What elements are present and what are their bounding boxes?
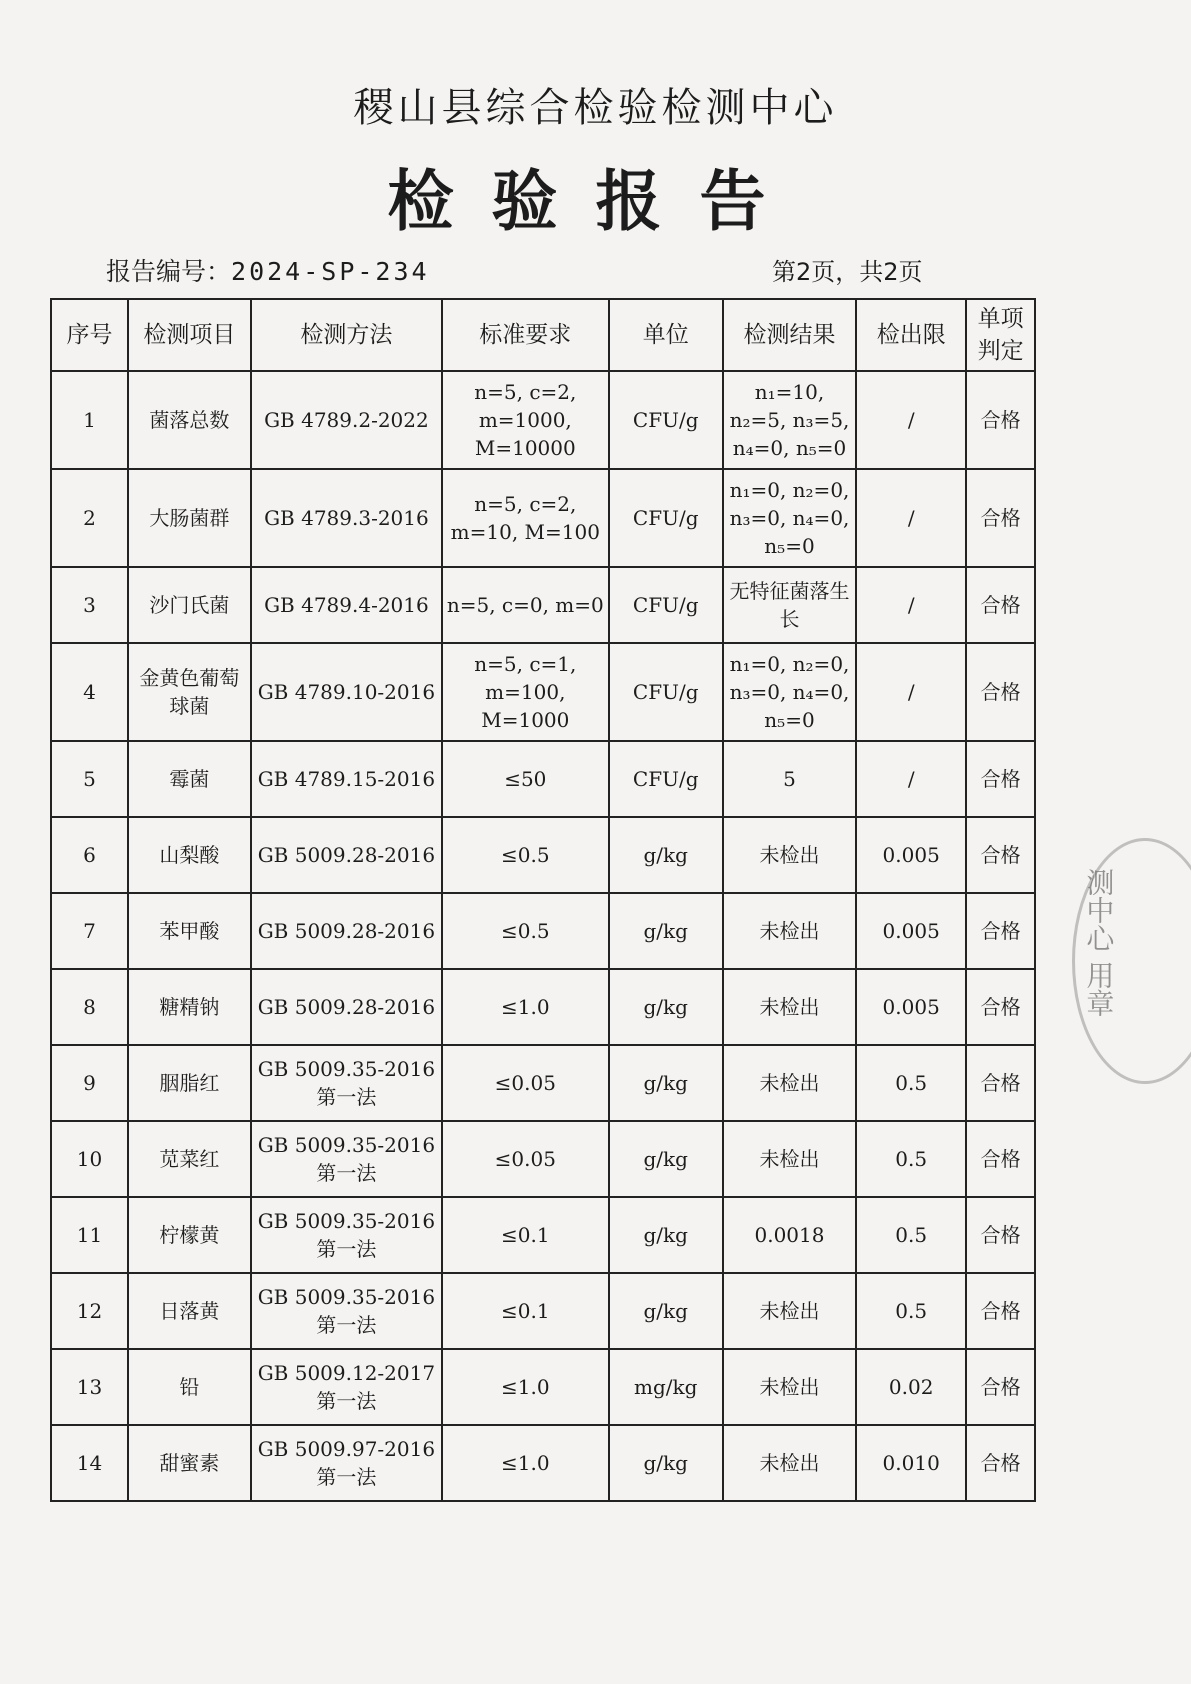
report-title: 检验报告 [387,163,804,240]
col-header-method: 检测方法 [251,299,442,371]
cell-unit: CFU/g [609,643,723,741]
cell-judge: 合格 [966,1273,1035,1349]
table-row [51,893,1035,969]
col-header-unit: 单位 [609,299,723,371]
cell-limit: 0.02 [856,1349,966,1425]
cell-item: 胭脂红 [128,1045,251,1121]
cell-result: 未检出 [723,1273,856,1349]
table-row [51,1273,1035,1349]
cell-result: 未检出 [723,817,856,893]
cell-judge: 合格 [966,969,1035,1045]
cell-method: GB 5009.12-2017 第一法 [251,1349,442,1425]
cell-standard: n=5, c=2, m=1000, M=10000 [442,371,608,469]
cell-limit: 0.010 [856,1425,966,1501]
cell-item: 大肠菌群 [128,469,251,567]
table-row [51,1121,1035,1197]
col-header-result: 检测结果 [723,299,856,371]
report-number-value: 2024-SP-234 [231,257,430,286]
cell-standard: ≤0.5 [442,817,608,893]
cell-judge: 合格 [966,893,1035,969]
cell-standard: ≤0.1 [442,1197,608,1273]
cell-standard: ≤0.05 [442,1121,608,1197]
cell-standard: n=5, c=0, m=0 [442,567,608,643]
cell-limit: 0.005 [856,817,966,893]
cell-judge: 合格 [966,469,1035,567]
table-row [51,741,1035,817]
table-row [51,371,1035,469]
table-row [51,469,1035,567]
cell-result: 未检出 [723,969,856,1045]
cell-method: GB 4789.2-2022 [251,371,442,469]
col-header-standard: 标准要求 [442,299,608,371]
cell-item: 沙门氏菌 [128,567,251,643]
cell-method: GB 5009.35-2016 第一法 [251,1197,442,1273]
cell-method: GB 5009.97-2016 第一法 [251,1425,442,1501]
cell-standard: ≤50 [442,741,608,817]
cell-seq: 3 [51,567,128,643]
cell-method: GB 5009.28-2016 [251,969,442,1045]
cell-item: 糖精钠 [128,969,251,1045]
cell-standard: n=5, c=1, m=100, M=1000 [442,643,608,741]
cell-unit: g/kg [609,1197,723,1273]
cell-result: 未检出 [723,1349,856,1425]
cell-limit: / [856,469,966,567]
cell-result: 未检出 [723,1425,856,1501]
cell-limit: / [856,567,966,643]
table-row [51,567,1035,643]
cell-result: n₁=0, n₂=0, n₃=0, n₄=0, n₅=0 [723,643,856,741]
cell-limit: 0.005 [856,969,966,1045]
cell-seq: 12 [51,1273,128,1349]
cell-result: n₁=10, n₂=5, n₃=5, n₄=0, n₅=0 [723,371,856,469]
cell-limit: / [856,371,966,469]
official-seal-text: 测中心 用章 [1082,868,1116,1017]
cell-limit: 0.5 [856,1273,966,1349]
cell-method: GB 4789.15-2016 [251,741,442,817]
cell-seq: 9 [51,1045,128,1121]
cell-unit: CFU/g [609,469,723,567]
cell-result: n₁=0, n₂=0, n₃=0, n₄=0, n₅=0 [723,469,856,567]
cell-method: GB 5009.28-2016 [251,817,442,893]
cell-limit: / [856,741,966,817]
cell-judge: 合格 [966,1121,1035,1197]
cell-method: GB 4789.10-2016 [251,643,442,741]
cell-seq: 11 [51,1197,128,1273]
cell-seq: 1 [51,371,128,469]
cell-result: 未检出 [723,1045,856,1121]
cell-item: 苋菜红 [128,1121,251,1197]
cell-unit: g/kg [609,1425,723,1501]
cell-result: 5 [723,741,856,817]
cell-method: GB 5009.35-2016 第一法 [251,1121,442,1197]
cell-item: 日落黄 [128,1273,251,1349]
col-header-judge: 单项判定 [966,299,1035,371]
cell-standard: ≤0.5 [442,893,608,969]
col-header-seq: 序号 [51,299,128,371]
cell-judge: 合格 [966,1045,1035,1121]
cell-limit: / [856,643,966,741]
cell-standard: ≤0.05 [442,1045,608,1121]
cell-seq: 14 [51,1425,128,1501]
cell-standard: ≤0.1 [442,1273,608,1349]
cell-standard: ≤1.0 [442,969,608,1045]
cell-judge: 合格 [966,1425,1035,1501]
cell-result: 未检出 [723,1121,856,1197]
organization-name: 稷山县综合检验检测中心 [353,85,838,131]
table-row [51,1197,1035,1273]
cell-limit: 0.5 [856,1045,966,1121]
cell-judge: 合格 [966,567,1035,643]
cell-judge: 合格 [966,371,1035,469]
cell-unit: g/kg [609,1045,723,1121]
cell-unit: g/kg [609,969,723,1045]
cell-seq: 2 [51,469,128,567]
table-row [51,1425,1035,1501]
cell-judge: 合格 [966,741,1035,817]
report-number-label: 报告编号： [106,257,232,286]
cell-judge: 合格 [966,1349,1035,1425]
cell-method: GB 5009.28-2016 [251,893,442,969]
cell-limit: 0.5 [856,1197,966,1273]
cell-judge: 合格 [966,643,1035,741]
cell-judge: 合格 [966,1197,1035,1273]
cell-standard: ≤1.0 [442,1425,608,1501]
cell-result: 0.0018 [723,1197,856,1273]
cell-item: 山梨酸 [128,817,251,893]
cell-method: GB 4789.4-2016 [251,567,442,643]
cell-limit: 0.5 [856,1121,966,1197]
cell-result: 未检出 [723,893,856,969]
cell-unit: mg/kg [609,1349,723,1425]
col-header-item: 检测项目 [128,299,251,371]
cell-result: 无特征菌落生长 [723,567,856,643]
table-row [51,817,1035,893]
col-header-limit: 检出限 [856,299,966,371]
table-row [51,643,1035,741]
cell-method: GB 5009.35-2016 第一法 [251,1273,442,1349]
table-row [51,1045,1035,1121]
cell-item: 金黄色葡萄球菌 [128,643,251,741]
cell-seq: 13 [51,1349,128,1425]
cell-unit: CFU/g [609,371,723,469]
page-info: 第2页，共2页 [772,258,923,286]
cell-seq: 4 [51,643,128,741]
cell-unit: g/kg [609,893,723,969]
table-row [51,1349,1035,1425]
cell-seq: 5 [51,741,128,817]
cell-item: 甜蜜素 [128,1425,251,1501]
cell-method: GB 4789.3-2016 [251,469,442,567]
cell-item: 柠檬黄 [128,1197,251,1273]
cell-unit: g/kg [609,817,723,893]
cell-unit: CFU/g [609,741,723,817]
cell-unit: g/kg [609,1121,723,1197]
cell-seq: 10 [51,1121,128,1197]
cell-item: 菌落总数 [128,371,251,469]
cell-item: 铅 [128,1349,251,1425]
table-row [51,969,1035,1045]
report-number [106,252,430,288]
cell-standard: ≤1.0 [442,1349,608,1425]
cell-seq: 8 [51,969,128,1045]
cell-standard: n=5, c=2, m=10, M=100 [442,469,608,567]
table-header-row [51,299,1035,371]
inspection-table [50,298,1036,1502]
cell-unit: CFU/g [609,567,723,643]
cell-seq: 6 [51,817,128,893]
cell-unit: g/kg [609,1273,723,1349]
cell-method: GB 5009.35-2016 第一法 [251,1045,442,1121]
cell-limit: 0.005 [856,893,966,969]
cell-seq: 7 [51,893,128,969]
cell-item: 霉菌 [128,741,251,817]
cell-item: 苯甲酸 [128,893,251,969]
cell-judge: 合格 [966,817,1035,893]
